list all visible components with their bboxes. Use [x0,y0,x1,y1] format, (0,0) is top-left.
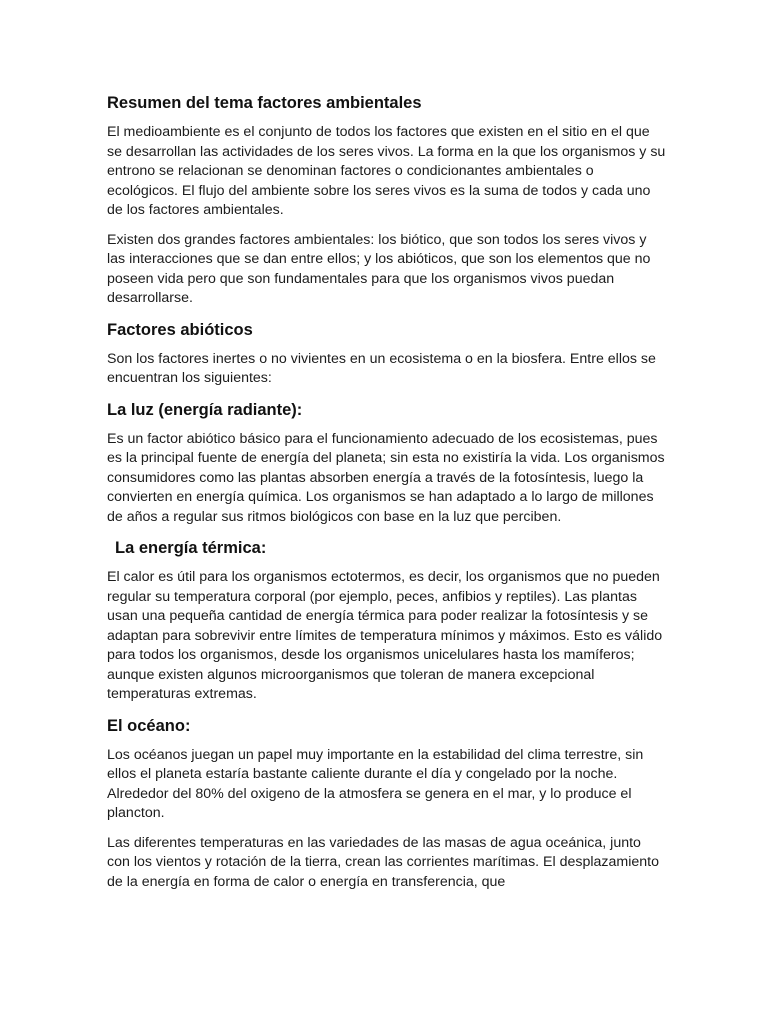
section-la-luz [107,399,667,528]
paragraph: Los océanos juegan un papel muy importante en la estabilidad del clima terrestre, sin ellos el planeta estaría bastante caliente durante el día y congelado por la noche. Alrededor del 80% del oxigeno de la atmosfera se genera en el mar, y lo produce el plancton. [107,746,644,821]
section-energia-termica [107,537,667,705]
paragraph: Existen dos grandes factores ambientales: los biótico, que son todos los seres vivos y las interacciones que se dan entre ellos; y los abióticos, que son los elementos que no poseen vida pero que son fundamentales para que los organismos vivos puedan desarrollarse. [107,231,651,306]
section-heading: El océano: [107,716,191,735]
paragraph: El calor es útil para los organismos ectotermos, es decir, los organismos que no pueden regular su temperatura corporal (por ejemplo, peces, anfibios y reptiles). Las plantas usan una pequeña cantidad de energía térmica para poder realizar la fotosíntesis y se adaptan para sobrevivir entre límites de temperatura mínimos y máximos. Esto es válido para todos los organismos, desde los organismos unicelulares hasta los mamíferos; aunque existen algunos microorganismos que toleran de manera excepcional temperaturas extremas. [107,569,663,702]
section-resumen [107,92,667,309]
paragraph: El medioambiente es el conjunto de todos los factores que existen en el sitio en el que se desarrollan las actividades de los seres vivos. La forma en la que los organismos y su entrono se relacionan se denominan factores o condicionantes ambientales o ecológicos. El flujo del ambiente sobre los seres vivos es la suma de todos y cada uno de los factores ambientales. [107,124,666,218]
section-heading: Factores abióticos [107,320,253,339]
section-factores-abioticos [107,319,667,389]
section-el-oceano [107,715,667,893]
paragraph: Son los factores inertes o no vivientes en un ecosistema o en la biosfera. Entre ellos se encuentran los siguientes: [107,350,656,386]
section-heading: La energía térmica: [115,539,267,557]
paragraph: Es un factor abiótico básico para el funcionamiento adecuado de los ecosistemas, pues es la principal fuente de energía del planeta; sin esta no existiría la vida. Los organismos consumidores como las plantas absorben energía a través de la fotosíntesis, luego la convierten en energía química. Los organismos se han adaptado a lo largo de millones de años a regular sus ritmos biológicos con base en la luz que perciben. [107,430,665,525]
paragraph: Las diferentes temperaturas en las variedades de las masas de agua oceánica, junto con los vientos y rotación de la tierra, crean las corrientes marítimas. El desplazamiento de la energía en forma de calor o energía en transferencia, que [107,834,659,890]
document-page [107,92,667,902]
section-heading: La luz (energía radiante): [107,400,303,419]
section-heading: Resumen del tema factores ambientales [107,94,422,112]
